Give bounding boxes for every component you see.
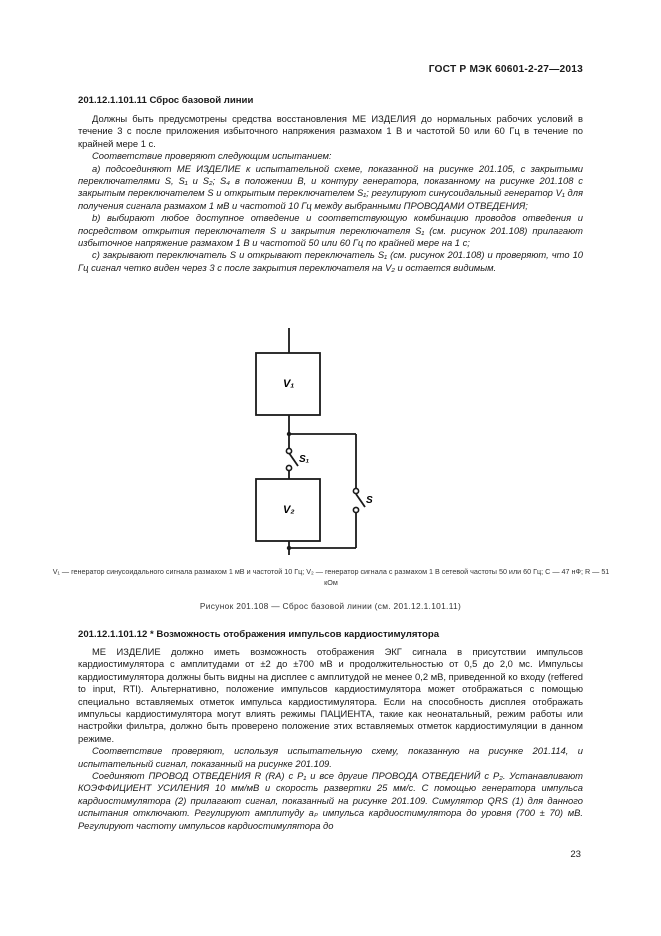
figure-legend: V₁ — генератор синусоидального сигнала размахом 1 мВ и частотой 10 Гц; V₂ — генератор сигнала с размахом 1 В сетевой частоты 50 или 60 Гц; C — 47 нФ; R — 51 кОм — [52, 567, 610, 587]
section-title-baseline-reset: 201.12.1.101.11 Сброс базовой линии — [78, 95, 254, 106]
section-title-pacemaker: 201.12.1.101.12 * Возможность отображения импульсов кардиостимулятора — [78, 629, 440, 640]
s-label: S — [366, 495, 373, 506]
paragraph: Соответствие проверяют, используя испытательную схему, показанную на рисунке 201.114, и испытательный сигнал, показанный на рисунке 201.109. — [78, 745, 583, 769]
switch-s1-blade — [289, 453, 298, 466]
paragraph: a) подсоединяют МЕ ИЗДЕЛИЕ к испытательной схеме, показанной на рисунке 201.105, с закрытыми переключателями S, S₁ и S₂; S₄ в положении B, и контуру генератора, показанному на рисунке 201.108 с закрытым переключателем S и открытым переключателем S₁; регулируют синусоидальный генератор V₁ для получения сигнала размахом 1 мВ и частотой 10 Гц между выбранными ПРОВОДАМИ ОТВЕДЕНИЯ; — [78, 162, 583, 211]
paragraph: Должны быть предусмотрены средства восстановления МЕ ИЗДЕЛИЯ до нормальных рабочих условий в течение 3 с после приложения избыточного напряжения размахом 1 В и частотой 50 или 60 Гц в течение по крайней мере 1 с. — [78, 113, 583, 149]
switch-s1-contact-top — [286, 448, 291, 453]
v2-label: V₂ — [283, 504, 295, 516]
section-body-baseline-reset — [78, 113, 583, 274]
switch-s1-contact-bottom — [286, 465, 291, 470]
paragraph: Соединяют ПРОВОД ОТВЕДЕНИЯ R (RA) с P₁ и все другие ПРОВОДА ОТВЕДЕНИЙ с P₂. Устанавливают КОЭФФИЦИЕНТ УСИЛЕНИЯ 10 мм/мВ и скорость развертки 25 мм/с. С помощью генератора импульса кардиостимулятора (2) прилагают сигнал, показанный на рисунке 201.109. Симулятор QRS (1) для данного испытания отключают. Регулируют амплитуду aₚ импульса кардиостимулятора до уровня (700 ± 70) мВ. Регулируют частоту импульсов кардиостимулятора до — [78, 770, 583, 831]
paragraph: b) выбирают любое доступное отведение и соответствующую комбинацию проводов отведения и посредством открытия переключателя S и закрытия переключателя S₁ (см. рисунок 201.108) прилагают избыточное напряжение размахом 1 В и частотой 50 или 60 Гц по крайней мере на 1 с; — [78, 212, 583, 249]
switch-s-blade — [356, 494, 365, 507]
paragraph: c) закрывают переключатель S и открывают переключатель S₁ (см. рисунок 201.108) и проверяют, что 10 Гц сигнал четко виден через 3 с после закрытия переключателя на V₂ и остается видимым. — [78, 249, 583, 273]
s1-label: S₁ — [299, 454, 310, 465]
circuit-diagram — [0, 320, 661, 560]
document-header: ГОСТ Р МЭК 60601-2-27—2013 — [428, 64, 583, 75]
paragraph: Соответствие проверяют следующим испытанием: — [92, 150, 332, 162]
switch-s-contact-top — [353, 488, 358, 493]
figure-caption: Рисунок 201.108 — Сброс базовой линии (см. 201.12.1.101.11) — [199, 601, 462, 611]
switch-s-contact-bottom — [353, 507, 358, 512]
paragraph: МЕ ИЗДЕЛИЕ должно иметь возможность отображения ЭКГ сигнала в присутствии импульсов кардиостимулятора с амплитудами от ±2 до ±700 мВ и продолжительностью от 0,5 до 2,0 мс. Импульсы кардиостимулятора должны быть видны на дисплее с амплитудой не менее 0,2 мВ, приведенной ко входу (reffered to input, RTI). Альтернативно, положение импульсов кардиостимулятора может отображаться с помощью специально вставляемых отметок импульса кардиостимулятора. Если на способность дисплея отображать импульсы кардиостимулятора могут влиять режимы ПАЦИЕНТА, такие как неонатальный, режим работы или настройки фильтра, должно быть проверено положение этих вставляемых отметок кардиостимуляции в данном режиме. — [78, 646, 583, 744]
junction-node-bottom — [287, 546, 291, 550]
page-number: 23 — [570, 849, 581, 860]
section-body-pacemaker — [78, 646, 583, 832]
v1-label: V₁ — [283, 378, 295, 390]
junction-node-top — [287, 432, 291, 436]
